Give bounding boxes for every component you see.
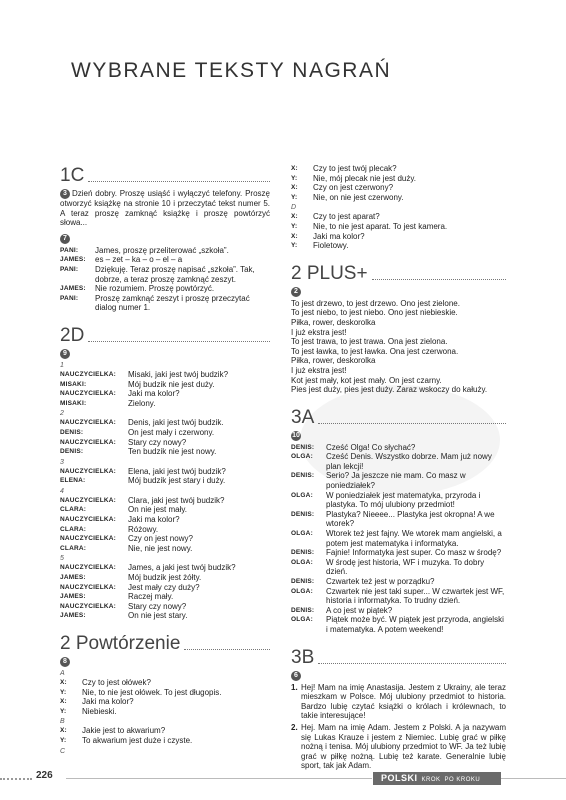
- utterance: James, a jaki jest twój budzik?: [128, 563, 236, 573]
- utterance: Nie rozumiem. Proszę powtórzyć.: [95, 284, 215, 294]
- utterance: Jaki ma kolor?: [82, 697, 134, 707]
- dialog-line: [291, 491, 506, 510]
- dialog-line: [60, 447, 270, 457]
- track-row: [291, 431, 506, 442]
- speaker: X:: [60, 679, 67, 686]
- utterance: Niebieski.: [82, 706, 117, 716]
- utterance: Nie, nie jest nowy.: [128, 543, 193, 553]
- utterance: Jest mały czy duży?: [128, 582, 200, 592]
- utterance: Mój budzik jest żółty.: [128, 573, 202, 583]
- dialog-group-label: 3: [60, 458, 64, 466]
- logo-sub1: KROK: [421, 777, 441, 783]
- dialog-line: [60, 370, 270, 380]
- speaker: NAUCZYCIELKA:: [60, 583, 117, 591]
- dialog-line: [291, 606, 506, 616]
- dialog-line: [60, 697, 270, 707]
- footer: [0, 772, 566, 786]
- utterance: Piątek może być. W piątek jest przyroda, angielski i matematyka. A potem weekend!: [326, 615, 504, 634]
- section: [60, 323, 270, 621]
- dialog-group: [291, 164, 506, 202]
- utterance: Elena, jaki jest twój budzik?: [128, 466, 226, 476]
- dialog-group: [60, 554, 270, 621]
- dialog-group-label: 2: [60, 410, 64, 418]
- utterance: Clara, jaki jest twój budzik?: [128, 495, 225, 505]
- section: [291, 261, 506, 395]
- dialog-line: [291, 212, 506, 222]
- utterance: To akwarium jest duże i czyste.: [82, 735, 193, 745]
- dialog-line: [60, 544, 270, 554]
- dialog-line: [60, 399, 270, 409]
- dialog-line: [291, 222, 506, 232]
- utterance: A co jest w piątek?: [326, 605, 393, 615]
- utterance: Raczej mały.: [128, 592, 174, 602]
- section-heading: [291, 405, 506, 429]
- utterance: Plastyka? Nieeee... Plastyka jest okropna! A we wtorek?: [326, 509, 495, 529]
- speaker: CLARA:: [60, 544, 87, 552]
- dialog-line: [291, 510, 506, 529]
- numbered-item: [291, 683, 506, 721]
- speaker: OLGA:: [291, 558, 313, 566]
- dialog-line: [60, 525, 270, 535]
- dialog-line: [291, 193, 506, 203]
- dialog-group: [291, 203, 506, 250]
- track-row: [291, 671, 506, 682]
- speaker: DENIS:: [291, 549, 315, 557]
- dialog-group: [60, 361, 270, 408]
- utterance: Czwartek nie jest taki super... W czwartek jest WF, historia i informatyka. To trudny dzień.: [326, 586, 505, 606]
- section-heading: [291, 645, 506, 669]
- speaker: OLGA:: [291, 530, 313, 538]
- speaker: JAMES:: [60, 574, 86, 582]
- speaker: CLARA:: [60, 506, 87, 514]
- track-number-icon: 3: [60, 189, 70, 199]
- item-number: 2.: [291, 722, 298, 732]
- utterance: Różowy.: [128, 524, 159, 534]
- footer-rule-right: [501, 778, 566, 779]
- dialog-line: [60, 265, 270, 284]
- speaker: X:: [291, 232, 298, 240]
- dialog-line: [60, 246, 270, 256]
- dialog-line: [291, 615, 506, 634]
- dialog-group-label: D: [291, 204, 297, 212]
- utterance: Misaki, jaki jest twój budzik?: [128, 369, 229, 379]
- utterance: Dziękuję. Teraz proszę napisać „szkoła”. Tak, dobrze, a teraz proszę zamknąć zeszyt.: [95, 264, 255, 284]
- track-row: [60, 349, 270, 360]
- dialog-group-label: C: [60, 747, 66, 755]
- utterance: Jaki ma kolor?: [313, 231, 365, 241]
- dialog-line: [291, 232, 506, 242]
- speaker: OLGA:: [291, 616, 313, 624]
- dialog-line: [60, 611, 270, 621]
- utterance: Wtorek też jest fajny. We wtorek mam angielski, a potem jest matematyka i informatyka.: [326, 529, 502, 548]
- speaker: DENIS:: [291, 606, 315, 614]
- speaker: Y:: [291, 222, 298, 230]
- utterance: Czy on jest czerwony?: [313, 183, 394, 193]
- section: [60, 631, 270, 756]
- utterance: Stary czy nowy?: [128, 601, 187, 611]
- dialog-line: [291, 577, 506, 587]
- dialog-group: [291, 443, 506, 635]
- speaker: ELENA:: [60, 477, 86, 485]
- utterance: Czy to jest twój plecak?: [313, 164, 397, 173]
- logo-main: POLSKI: [381, 773, 418, 783]
- speaker: NAUCZYCIELKA:: [60, 516, 117, 524]
- speaker: NAUCZYCIELKA:: [60, 438, 117, 446]
- speaker: NAUCZYCIELKA:: [60, 390, 117, 398]
- dialog-group: [60, 458, 270, 486]
- speaker: JAMES:: [60, 593, 86, 601]
- right-column: [291, 163, 506, 781]
- utterance: Czwartek też jest w porządku?: [326, 577, 435, 586]
- dialog-line: [60, 505, 270, 515]
- section-heading: [291, 261, 506, 285]
- speaker: CLARA:: [60, 525, 87, 533]
- speaker: OLGA:: [291, 491, 313, 499]
- utterance: W poniedziałek jest matematyka, przyroda i plastyka. To mój ulubiony przedmiot!: [326, 490, 481, 510]
- utterance: Fioletowy.: [313, 241, 349, 251]
- dialog-line: [291, 241, 506, 251]
- footer-rule: [66, 778, 372, 779]
- dialog-line: [60, 592, 270, 602]
- speaker: DENIS:: [291, 472, 315, 480]
- dialog-group-label: A: [60, 670, 65, 677]
- dialog-line: [60, 255, 270, 265]
- track-number-icon: 6: [291, 671, 301, 681]
- utterance: On nie jest mały.: [128, 505, 187, 515]
- speaker: PANI:: [60, 294, 79, 302]
- dialog-line: [291, 558, 506, 577]
- dialog-line: [291, 164, 506, 174]
- section-heading: [60, 631, 270, 655]
- utterance: es – zet – ka – o – el – a: [95, 255, 183, 265]
- utterance: Jaki ma kolor?: [128, 515, 180, 525]
- utterance: Czy to jest aparat?: [313, 212, 380, 222]
- utterance: Zielony.: [128, 398, 156, 408]
- speaker: Y:: [291, 242, 298, 250]
- dialog-line: [60, 380, 270, 390]
- dialog-line: [291, 452, 506, 471]
- dialog-group: [60, 487, 270, 554]
- dialog-line: [60, 428, 270, 438]
- dialog-line: [291, 587, 506, 606]
- dialog-group-label: 5: [60, 555, 64, 563]
- speaker: NAUCZYCIELKA:: [60, 496, 117, 504]
- song-text: To jest drzewo, to jest drzewo. Ono jest zielone. To jest niebo, to jest niebo. Ono jest niebieskie. Piłka, rower, deskorolka I już ekstra jest! To jest trawa, to jest trawa. Ona jest zielona. To jest ławka, to jest ławka. Ona jest czerwona. Piłka, rower, deskorolka I już ekstra jest! Kot jest mały, kot jest mały. On jest czarny. Pies jest duży, pies jest duży. Zaraz wskoczy do kałuży.: [291, 298, 488, 395]
- speaker: X:: [60, 727, 67, 735]
- speaker: Y:: [60, 736, 67, 744]
- utterance: Mój budzik nie jest duży.: [128, 379, 215, 389]
- utterance: Ten budzik nie jest nowy.: [128, 447, 217, 457]
- section-number: 1C: [60, 165, 85, 186]
- dialog-group: [60, 409, 270, 456]
- utterance: Cześć Olga! Co słychać?: [326, 442, 416, 452]
- page-title: WYBRANE TEKSTY NAGRAŃ: [71, 59, 392, 82]
- section: [291, 405, 506, 635]
- speaker: DENIS:: [291, 578, 315, 585]
- speaker: MISAKI:: [60, 399, 87, 407]
- dialog-line: [291, 471, 506, 490]
- utterance: Nie, to nie jest aparat. To jest kamera.: [313, 221, 448, 231]
- section-number: 2 Powtórzenie: [60, 633, 181, 654]
- utterance: Proszę zamknąć zeszyt i proszę przeczytać dialog numer 1.: [95, 293, 250, 313]
- utterance: W środę jest historia, WF i muzyka. To dobry dzień.: [326, 557, 485, 577]
- speaker: Y:: [291, 193, 298, 201]
- dialog-group: [60, 669, 270, 716]
- utterance: Stary czy nowy?: [128, 437, 187, 447]
- section: [291, 645, 506, 771]
- section-number: 2 PLUS+: [291, 262, 368, 284]
- speaker: MISAKI:: [60, 380, 87, 388]
- speaker: NAUCZYCIELKA:: [60, 370, 117, 378]
- section-dotted-rule: [318, 423, 506, 424]
- item-text: Hej! Mam na imię Anastasija. Jestem z Ukrainy, ale teraz mieszkam w Polsce. Mój ulubiony przedmiot to historia. Bardzo lubię czytać książki o królach i królewnach, to takie interesujące!: [301, 682, 506, 721]
- utterance: Mój budzik jest stary i duży.: [128, 476, 226, 486]
- item-text: Hej. Mam na imię Adam. Jestem z Polski. A ja nazywam się Lukas Krauze i jestem z Niemiec. Lubię grać w piłkę nożną i tenisa. Mój ulubiony przedmiot to WF. Ja też lubię grać w piłkę nożną. Lubię też karate. Generalnie lubię sport, tak jak Adam.: [301, 722, 506, 771]
- speaker: X:: [60, 698, 67, 706]
- utterance: Cześć Denis. Wszystko dobrze. Mam już nowy plan lekcji!: [326, 452, 492, 471]
- speaker: X:: [291, 213, 298, 221]
- dialog-line: [60, 563, 270, 573]
- section-number: 2D: [60, 324, 85, 346]
- dialog-line: [60, 467, 270, 477]
- speaker: NAUCZYCIELKA:: [60, 467, 117, 475]
- speaker: NAUCZYCIELKA:: [60, 564, 117, 572]
- dialog-line: [291, 174, 506, 184]
- speaker: DENIS:: [60, 428, 84, 436]
- dialog-line: [60, 534, 270, 544]
- speaker: DENIS:: [60, 448, 84, 456]
- dialog-line: [291, 529, 506, 548]
- utterance: Denis, jaki jest twój budzik.: [128, 418, 224, 428]
- track-number-icon: 10: [292, 431, 300, 439]
- dialog-line: [60, 573, 270, 583]
- track-row: [291, 287, 506, 298]
- section: [291, 164, 506, 251]
- speaker: PANI:: [60, 265, 79, 273]
- section-number: 3A: [291, 406, 315, 428]
- dialog-group-label: 4: [60, 487, 64, 495]
- utterance: James, proszę przeliterować „szkoła”.: [95, 245, 229, 255]
- item-number: 1.: [291, 682, 298, 692]
- dialog-line: [291, 443, 506, 453]
- left-column: [60, 163, 270, 766]
- utterance: Czy on jest nowy?: [128, 534, 193, 544]
- track-number-icon: 7: [60, 234, 70, 244]
- logo-sub2: PO KROKU: [444, 777, 481, 783]
- speaker: NAUCZYCIELKA:: [60, 535, 117, 543]
- dialog-line: [60, 736, 270, 746]
- section-dotted-rule: [184, 649, 270, 650]
- dialog-line: [60, 678, 270, 688]
- dialog-line: [60, 707, 270, 717]
- utterance: Jaki ma kolor?: [128, 389, 180, 399]
- speaker: JAMES:: [60, 612, 86, 620]
- speaker: Y:: [60, 707, 67, 715]
- speaker: Y:: [60, 688, 67, 696]
- dialog-line: [60, 284, 270, 294]
- dialog-line: [60, 496, 270, 506]
- publisher-logo: [373, 772, 501, 785]
- page-number: 226: [36, 770, 53, 781]
- speaker: DENIS:: [291, 443, 315, 451]
- section-dotted-rule: [318, 663, 506, 664]
- dialog-line: [60, 602, 270, 612]
- speaker: OLGA:: [291, 453, 313, 461]
- dialog-line: [60, 688, 270, 698]
- speaker: Y:: [291, 174, 298, 182]
- footer-dots: [0, 778, 32, 780]
- dialog-line: [60, 438, 270, 448]
- utterance: Serio? Ja jeszcze nie mam. Co masz w poniedziałek?: [326, 471, 466, 491]
- utterance: On jest mały i czerwony.: [128, 427, 215, 437]
- speaker: PANI:: [60, 246, 79, 254]
- speaker: X:: [291, 165, 298, 172]
- dialog-line: [60, 515, 270, 525]
- paragraph-text: Dzień dobry. Proszę usiąść i wyłączyć telefony. Proszę otworzyć książkę na stronie 10 i przeczytać tekst numer 5. A teraz proszę zamknąć książkę i proszę powtórzyć słowa...: [60, 189, 270, 228]
- utterance: Nie, mój plecak nie jest duży.: [313, 173, 417, 183]
- section-heading: [60, 323, 270, 347]
- dialog-line: [60, 389, 270, 399]
- section-heading: [60, 163, 270, 187]
- section-number: 3B: [291, 646, 315, 668]
- dialog-group: [60, 747, 270, 756]
- utterance: Czy to jest ołówek?: [82, 678, 151, 687]
- track-number-icon: 8: [60, 657, 70, 667]
- track-row: [60, 657, 270, 668]
- utterance: Jakie jest to akwarium?: [82, 726, 166, 736]
- dialog-group-label: 1: [60, 361, 64, 369]
- dialog-line: [291, 548, 506, 558]
- speaker: JAMES:: [60, 256, 86, 264]
- speaker: JAMES:: [60, 285, 86, 293]
- dialog-line: [60, 418, 270, 428]
- dialog-group: [60, 717, 270, 745]
- dialog-line: [291, 183, 506, 193]
- track-number-icon: 9: [60, 349, 70, 359]
- paragraph: [60, 189, 270, 228]
- track-number-icon: 2: [291, 287, 301, 297]
- numbered-item: [291, 723, 506, 771]
- speaker: NAUCZYCIELKA:: [60, 602, 117, 610]
- speaker: NAUCZYCIELKA:: [60, 419, 117, 427]
- dialog-line: [60, 476, 270, 486]
- speaker: DENIS:: [291, 510, 315, 518]
- utterance: Fajnie! Informatyka jest super. Co masz w środę?: [326, 548, 502, 558]
- utterance: On nie jest stary.: [128, 611, 188, 621]
- section-dotted-rule: [372, 279, 506, 280]
- track-row: [60, 234, 270, 245]
- utterance: Nie, on nie jest czerwony.: [313, 192, 404, 202]
- section: [60, 163, 270, 313]
- speaker: X:: [291, 184, 298, 192]
- section-dotted-rule: [88, 181, 270, 182]
- dialog-group-label: B: [60, 718, 65, 726]
- dialog-line: [60, 294, 270, 313]
- dialog-line: [60, 583, 270, 593]
- speaker: OLGA:: [291, 587, 313, 595]
- dialog-line: [60, 726, 270, 736]
- utterance: Nie, to nie jest ołówek. To jest długopis.: [82, 687, 222, 697]
- section-dotted-rule: [88, 341, 270, 342]
